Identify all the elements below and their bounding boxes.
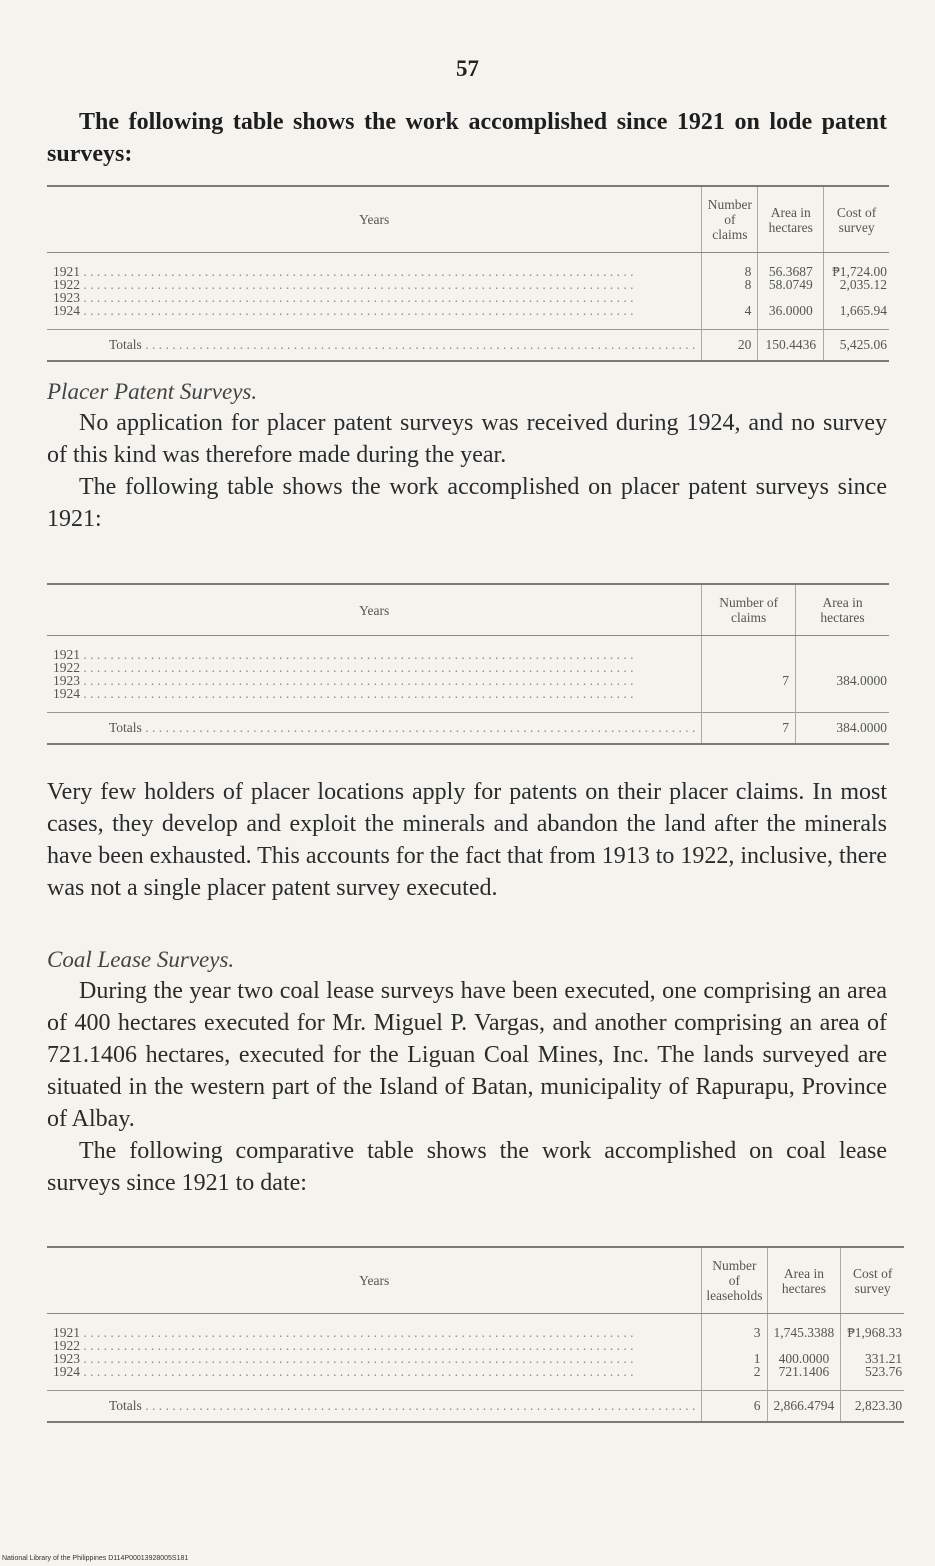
placer-year-1924: 1924 . . . — [53, 687, 695, 700]
lode-area-1924: 36.0000 — [768, 303, 813, 318]
placer-area-1923: 384.0000 — [836, 673, 887, 688]
lode-year-1923: 1923 . . . — [53, 291, 695, 304]
placer-header-claims: Number of claims — [702, 584, 796, 636]
placer-claims-1921 — [708, 648, 789, 661]
placer-header-area: Area in hectares — [796, 584, 889, 636]
lode-year-1922: 1922 . . . — [53, 278, 695, 291]
coal-header-area: Area in hectares — [767, 1247, 841, 1314]
lode-claims-1921: 8 — [744, 264, 752, 279]
coal-leaseholds-1923: 1 — [753, 1351, 761, 1366]
placer-claims-1922 — [708, 661, 789, 674]
placer-closing-block — [47, 776, 887, 904]
coal-cost-1923: 331.21 — [864, 1351, 903, 1366]
coal-cost-1924: 523.76 — [864, 1364, 903, 1379]
coal-leaseholds-1921: 3 — [753, 1325, 761, 1340]
placer-paragraph-1: No application for placer patent surveys was received during 1924, and no survey of this kind was therefore made during the year. — [47, 410, 887, 468]
placer-claims-1924 — [708, 687, 789, 700]
coal-data-row — [47, 1326, 904, 1378]
lode-data-row — [47, 265, 889, 317]
intro-lode-paragraph: The following table shows the work accomplished since 1921 on lode patent surveys: — [47, 109, 887, 167]
coal-header-leaseholds: Number of leaseholds — [702, 1247, 767, 1314]
lode-totals-label: Totals . . . — [53, 338, 695, 351]
lode-totals-row — [47, 330, 889, 362]
coal-totals-area: 2,866.4794 — [767, 1391, 841, 1423]
coal-totals-row — [47, 1391, 904, 1423]
lode-totals-claims: 20 — [702, 330, 758, 362]
coal-paragraph-1: During the year two coal lease surveys have been executed, one comprising an area of 400 hectares executed for Mr. Miguel P. Vargas, and another comprising an area of 721.1406 hectares, executed for the Liguan Coal Mines, Inc. The lands surveyed are situated in the western part of the Island of Batan, municipality of Rapurapu, Province of Albay. — [47, 978, 887, 1132]
intro-lode-block — [47, 106, 887, 170]
coal-leaseholds-1924: 2 — [753, 1364, 761, 1379]
placer-totals-label: Totals . . . — [53, 721, 695, 734]
coal-header-years: Years — [47, 1247, 702, 1314]
placer-heading: Placer Patent Surveys. — [47, 379, 258, 404]
coal-area-1921: 1,745.3388 — [773, 1325, 835, 1340]
placer-area-1921 — [802, 648, 887, 661]
placer-paragraph-2: The following table shows the work accomplished on placer patent surveys since 1921: — [47, 474, 887, 532]
coal-year-1923: 1923 . . . — [53, 1352, 695, 1365]
placer-claims-1923: 7 — [782, 673, 790, 688]
coal-section — [47, 945, 887, 1199]
archive-footer: National Library of the Philippines D114P00013928005S181 — [2, 1555, 189, 1562]
placer-totals-area: 384.0000 — [796, 713, 889, 745]
page-number: 57 — [456, 56, 479, 81]
coal-area-1924: 721.1406 — [778, 1364, 830, 1379]
lode-area-1921: 56.3687 — [768, 264, 813, 279]
lode-year-1924: 1924 . . . — [53, 304, 695, 317]
coal-year-1924: 1924 . . . — [53, 1365, 695, 1378]
lode-claims-1924: 4 — [744, 303, 752, 318]
lode-header-cost: Cost of survey — [824, 186, 889, 253]
lode-area-1922: 58.0749 — [768, 277, 813, 292]
coal-totals-label: Totals . . . — [53, 1399, 695, 1412]
lode-cost-1924: 1,665.94 — [839, 303, 887, 318]
coal-leaseholds-1922 — [708, 1339, 760, 1352]
placer-paragraph-3: Very few holders of placer locations apply for patents on their placer claims. In most cases, they develop and exploit the minerals and abandon the land after the minerals have been exhausted. This accounts for the fact that from 1913 to 1922, inclusive, there was not a single placer patent survey executed. — [47, 779, 887, 901]
lode-year-1921: 1921 . . . — [53, 265, 695, 278]
coal-header-cost: Cost of survey — [841, 1247, 904, 1314]
coal-totals-cost: 2,823.30 — [841, 1391, 904, 1423]
coal-area-1923: 400.0000 — [778, 1351, 830, 1366]
placer-year-1921: 1921 . . . — [53, 648, 695, 661]
lode-header-claims: Number of claims — [702, 186, 758, 253]
placer-patent-table — [47, 583, 889, 745]
lode-header-years: Years — [47, 186, 702, 253]
lode-cost-1921: ₱1,724.00 — [832, 264, 887, 279]
coal-totals-leaseholds: 6 — [702, 1391, 767, 1423]
lode-claims-1922: 8 — [744, 277, 752, 292]
placer-area-1924 — [802, 687, 887, 700]
lode-cost-1922: 2,035.12 — [839, 277, 887, 292]
coal-paragraph-2: The following comparative table shows the work accomplished on coal lease surveys since 1921 to date: — [47, 1138, 887, 1196]
coal-heading: Coal Lease Surveys. — [47, 947, 235, 972]
placer-section — [47, 377, 887, 535]
coal-lease-table — [47, 1246, 904, 1423]
lode-totals-area: 150.4436 — [758, 330, 824, 362]
placer-year-1923: 1923 . . . — [53, 674, 695, 687]
coal-year-1921: 1921 . . . — [53, 1326, 695, 1339]
placer-totals-claims: 7 — [702, 713, 796, 745]
coal-cost-1921: ₱1,968.33 — [847, 1325, 903, 1340]
lode-patent-table — [47, 185, 889, 362]
placer-header-years: Years — [47, 584, 702, 636]
placer-year-1922: 1922 . . . — [53, 661, 695, 674]
lode-totals-cost: 5,425.06 — [824, 330, 889, 362]
placer-data-row — [47, 648, 889, 700]
lode-header-area: Area in hectares — [758, 186, 824, 253]
coal-year-1922: 1922 . . . — [53, 1339, 695, 1352]
placer-totals-row — [47, 713, 889, 745]
